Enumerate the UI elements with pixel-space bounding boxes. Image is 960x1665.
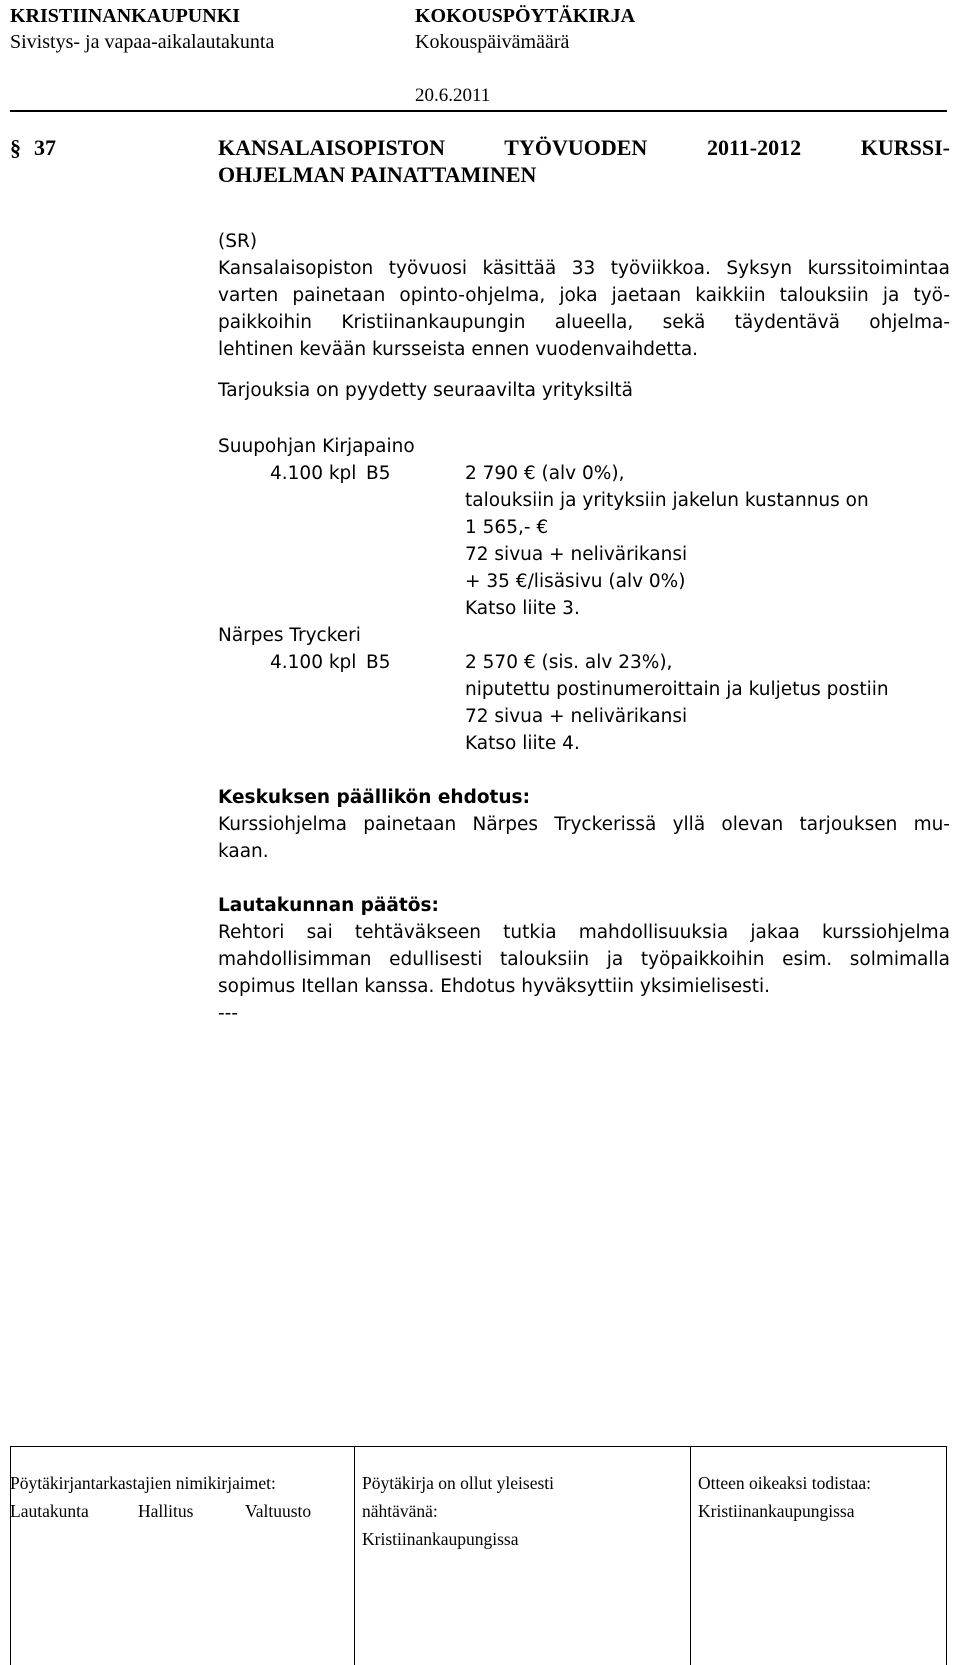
proposal-line: Kurssiohjelma painetaan Närpes Tryckerissä yllä olevan tarjouksen mu- — [218, 814, 950, 835]
footer-initials-board: Lautakunta — [10, 1501, 89, 1521]
footer-public-line2: nähtävänä: — [362, 1501, 438, 1521]
offer-detail: talouksiin ja yrityksiin jakelun kustannus on — [465, 490, 869, 511]
footer-divider — [946, 1446, 947, 1665]
intro-line: Kansalaisopiston työvuosi käsittää 33 työviikkoa. Syksyn kurssitoimintaa — [218, 258, 950, 279]
footer-initials-government: Hallitus — [138, 1501, 194, 1521]
decision-line: sopimus Itellan kanssa. Ehdotus hyväksyttiin yksimielisesti. — [218, 976, 771, 997]
offer-format: B5 — [366, 463, 391, 484]
footer-certify-line2: Kristiinankaupungissa — [698, 1501, 855, 1521]
offer-detail: + 35 €/lisäsivu (alv 0%) — [465, 571, 686, 592]
section-number: 37 — [34, 135, 56, 160]
section-title-line2: OHJELMAN PAINATTAMINEN — [218, 162, 537, 187]
offer-detail: Katso liite 3. — [465, 598, 580, 619]
footer-divider — [690, 1446, 691, 1665]
offer-detail: 72 sivua + nelivärikansi — [465, 544, 688, 565]
offer-quantity: 4.100 kpl — [270, 463, 357, 484]
offer-detail: 2 570 € (sis. alv 23%), — [465, 652, 673, 673]
footer-public-line1: Pöytäkirja on ollut yleisesti — [362, 1473, 554, 1493]
decision-heading: Lautakunnan päätös: — [218, 895, 439, 916]
intro-line: paikkoihin Kristiinankaupungin alueella, sekä täydentävä ohjelma- — [218, 312, 950, 333]
organization-name: KRISTIINANKAUPUNKI — [10, 5, 241, 27]
footer-public-line3: Kristiinankaupungissa — [362, 1529, 519, 1549]
offer-quantity: 4.100 kpl — [270, 652, 357, 673]
offer-detail: niputettu postinumeroittain ja kuljetus postiin — [465, 679, 889, 700]
section-symbol: § — [10, 135, 21, 160]
decision-paragraph — [218, 919, 950, 1000]
offer-detail: 1 565,- € — [465, 517, 549, 538]
offer-detail: 2 790 € (alv 0%), — [465, 463, 625, 484]
footer-initials-council: Valtuusto — [245, 1501, 312, 1521]
footer-divider — [354, 1446, 355, 1665]
decision-line: Rehtori sai tehtäväkseen tutkia mahdollisuuksia jakaa kurssiohjelma — [218, 922, 950, 943]
decision-line: mahdollisimman edullisesti talouksiin ja työpaikkoihin esim. solmimalla — [218, 949, 950, 970]
footer-initials-heading: Pöytäkirjantarkastajien nimikirjaimet: — [10, 1473, 276, 1493]
intro-paragraph — [218, 255, 950, 363]
offer-company: Närpes Tryckeri — [218, 625, 361, 646]
proposal-heading: Keskuksen päällikön ehdotus: — [218, 787, 530, 808]
presenter: (SR) — [218, 231, 258, 252]
offer-format: B5 — [366, 652, 391, 673]
intro-line: varten painetaan opinto-ohjelma, joka jaetaan kaikkiin talouksiin ja työ- — [218, 285, 950, 306]
meeting-date-label: Kokouspäivämäärä — [415, 31, 570, 53]
header-rule — [10, 110, 947, 112]
offer-detail: Katso liite 4. — [465, 733, 580, 754]
committee-name: Sivistys- ja vapaa-aikalautakunta — [10, 31, 275, 53]
footer-certify-line1: Otteen oikeaksi todistaa: — [698, 1473, 872, 1493]
offer-detail: 72 sivua + nelivärikansi — [465, 706, 688, 727]
meeting-date: 20.6.2011 — [415, 85, 491, 106]
end-mark: --- — [218, 1003, 239, 1024]
proposal-line: kaan. — [218, 841, 269, 862]
footer-rule — [10, 1446, 947, 1447]
document-type: KOKOUSPÖYTÄKIRJA — [415, 5, 636, 27]
intro-line: lehtinen kevään kursseista ennen vuodenvaihdetta. — [218, 339, 699, 360]
offer-company: Suupohjan Kirjapaino — [218, 436, 415, 457]
section-title-line1: KANSALAISOPISTON TYÖVUODEN 2011-2012 KURSSI- — [218, 135, 950, 160]
proposal-paragraph — [218, 811, 950, 865]
offers-intro: Tarjouksia on pyydetty seuraavilta yrityksiltä — [218, 380, 633, 401]
